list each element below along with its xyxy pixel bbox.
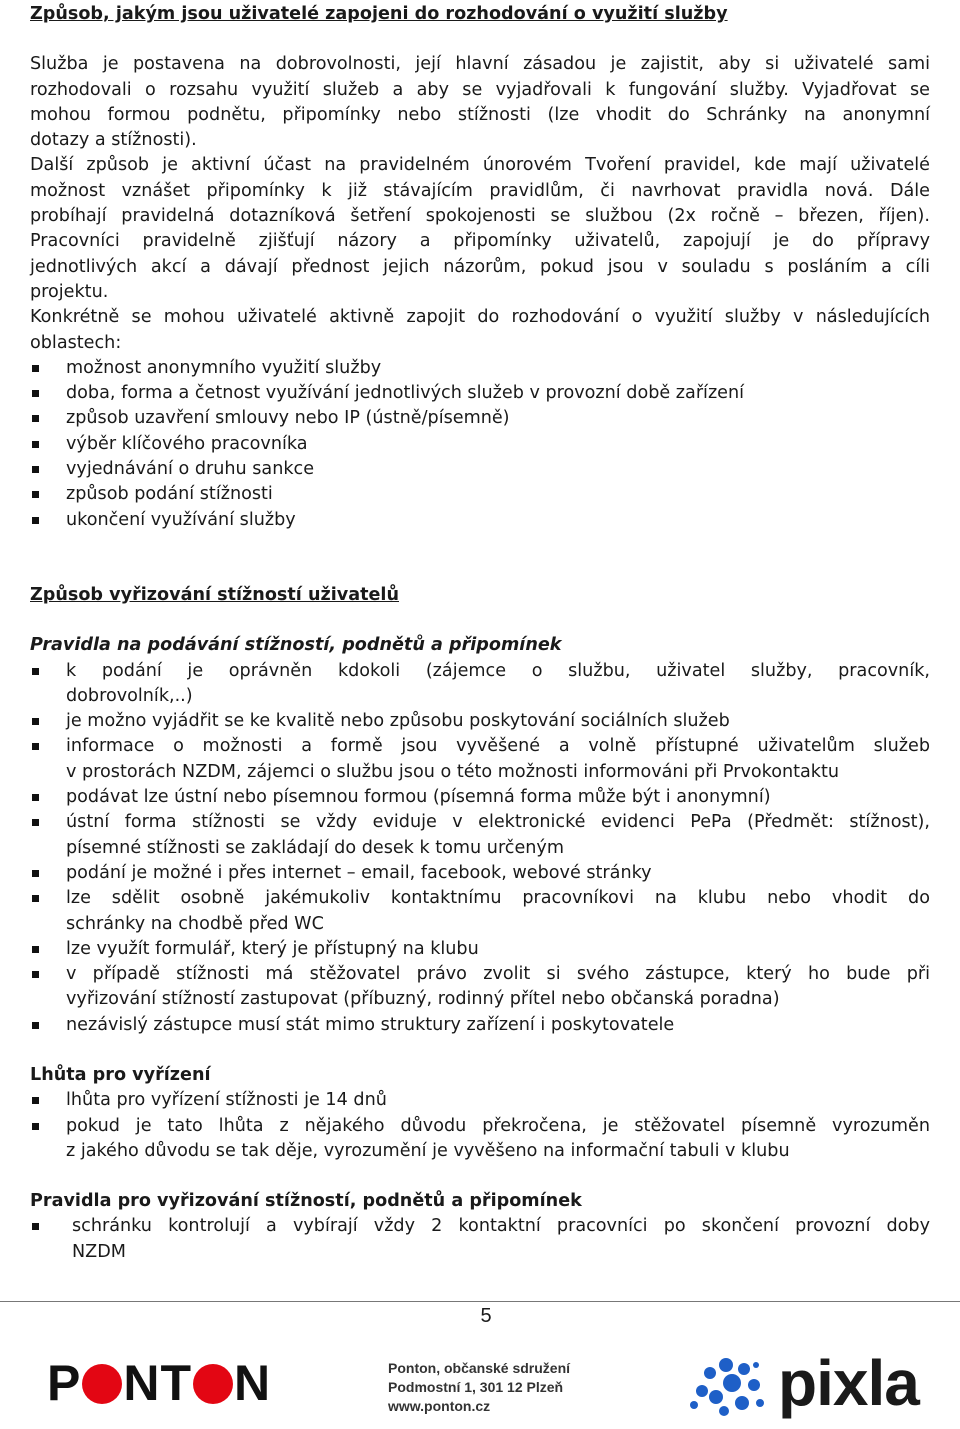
page-number: 5: [480, 1305, 492, 1327]
organization-info: [388, 1359, 570, 1416]
subheading-submission-rules: Pravidla na podávání stížností, podnětů a připomínek: [30, 635, 562, 656]
text-line: projektu.: [30, 281, 109, 302]
organization-name: Ponton, občanské sdružení: [388, 1360, 571, 1376]
organization-website: www.ponton.cz: [388, 1398, 491, 1414]
list-item: lze sdělit osobně jakémukoliv kontaktnímu pracovníkovi na klubu nebo vhodit do schránky na chodbě před WC: [30, 886, 930, 937]
list-item: způsob podání stížnosti: [30, 482, 930, 507]
pixla-dots-icon: [686, 1351, 776, 1421]
paragraph-intro: [30, 52, 930, 153]
list-item: vyjednávání o druhu sankce: [30, 457, 930, 482]
list-item: je možno vyjádřit se ke kvalitě nebo způsobu poskytování sociálních služeb: [30, 709, 930, 734]
subheading-handling-rules: Pravidla pro vyřizování stížností, podnětů a připomínek: [30, 1191, 582, 1212]
list-item: lhůta pro vyřízení stížnosti je 14 dnů: [30, 1088, 930, 1113]
deadline-list: [30, 1088, 930, 1164]
list-item: možnost anonymního využití služby: [30, 356, 930, 381]
list-item: podání je možné i přes internet – email, facebook, webové stránky: [30, 861, 930, 886]
pixla-wordmark: pixla: [778, 1347, 919, 1419]
list-item: podávat lze ústní nebo písemnou formou (písemná forma může být i anonymní): [30, 785, 930, 810]
section-title-complaints: Způsob vyřizování stížností uživatelů: [30, 584, 399, 605]
text-line: jednotlivých akcí a dávají přednost jejich názorům, pokud jsou v souladu s posláním a cíli: [30, 256, 930, 277]
handling-rules-list: [30, 1214, 930, 1265]
text-line: Další způsob je aktivní účast na pravidelném únorovém Tvoření pravidel, kde mají uživatelé: [30, 155, 930, 176]
organization-address: Podmostní 1, 301 12 Plzeň: [388, 1379, 564, 1395]
footer: [0, 1345, 960, 1429]
list-item: pokud je tato lhůta z nějakého důvodu překročena, je stěžovatel písemně vyrozuměn z jakého důvodu se tak děje, vyrozumění je vyvěšeno na informační tabuli v klubu: [30, 1114, 930, 1165]
list-item: výběr klíčového pracovníka: [30, 432, 930, 457]
list-item: k podání je oprávněn kdokoli (zájemce o službu, uživatel služby, pracovník, dobrovolník,..): [30, 659, 930, 710]
list-item: informace o možnosti a formě jsou vyvěšené a volně přístupné uživatelům služeb v prostorách NZDM, zájemci o službu jsou o této možnosti informováni při Prvokontaktu: [30, 734, 930, 785]
list-item: doba, forma a četnost využívání jednotlivých služeb v provozní době zařízení: [30, 381, 930, 406]
list-item: v případě stížnosti má stěžovatel právo zvolit si svého zástupce, který ho bude při vyřizování stížností zastupovat (příbuzný, rodinný přítel nebo občanská poradna): [30, 962, 930, 1013]
paragraph-areas: [30, 305, 930, 356]
red-dot-icon: [193, 1364, 233, 1404]
text-line: dotazy a stížnosti).: [30, 130, 197, 151]
subheading-deadline: Lhůta pro vyřízení: [30, 1064, 211, 1085]
list-item: nezávislý zástupce musí stát mimo struktury zařízení i poskytovatele: [30, 1013, 930, 1038]
paragraph-other-ways: [30, 153, 930, 305]
text-line: mohou formou podnětu, připomínky nebo stížnosti (lze vhodit do Schránky na anonymní: [30, 104, 930, 125]
footer-divider: [0, 1301, 960, 1302]
text-line: Konkrétně se mohou uživatelé aktivně zapojit do rozhodování o využití služby v následujících: [30, 307, 930, 328]
list-item: lze využít formulář, který je přístupný na klubu: [30, 937, 930, 962]
document-page: [30, 0, 930, 1265]
submission-rules-list: [30, 659, 930, 1038]
list-item: způsob uzavření smlouvy nebo IP (ústně/písemně): [30, 406, 930, 431]
list-item: ústní forma stížnosti se vždy eviduje v elektronické evidenci PePa (Předmět: stížnost), písemné stížnosti se zakládají do desek k tomu určeným: [30, 810, 930, 861]
areas-list: [30, 356, 930, 533]
text-line: rozhodovali o rozsahu využití služeb a aby se vyjadřovali k fungování služby. Vyjadřovat se: [30, 79, 930, 100]
pixla-logo: [686, 1347, 926, 1421]
list-item: ukončení využívání služby: [30, 508, 930, 533]
red-dot-icon: [82, 1364, 122, 1404]
section-title-user-involvement: Způsob, jakým jsou uživatelé zapojeni do rozhodování o využití služby: [30, 4, 728, 24]
text-line: Pracovníci pravidelně zjišťují názory a připomínky uživatelů, zapojují je do přípravy: [30, 231, 930, 252]
text-line: probíhají pravidelná dotazníková šetření spokojenosti se službou (2x ročně – březen, říjen).: [30, 206, 930, 227]
list-item: schránku kontrolují a vybírají vždy 2 kontaktní pracovníci po skončení provozní doby NZDM: [30, 1214, 930, 1265]
text-line: Služba je postavena na dobrovolnosti, její hlavní zásadou je zajistit, aby si uživatelé sami: [30, 54, 930, 75]
text-line: možnost vznášet připomínky k již stávajícím pravidlům, či navrhovat pravidla nová. Dále: [30, 180, 930, 201]
text-line: oblastech:: [30, 332, 122, 353]
ponton-logo: P NT N: [47, 1355, 272, 1411]
